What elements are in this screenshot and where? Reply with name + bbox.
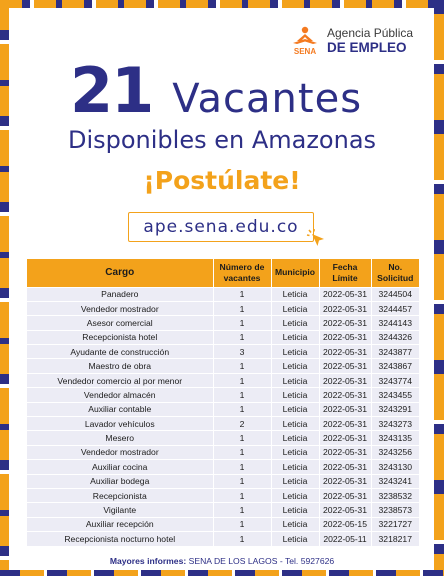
table-row — [27, 373, 419, 387]
cell-fecha: 2022-05-15 — [319, 517, 371, 531]
cell-cargo: Lavador vehículos — [27, 417, 213, 431]
logo-line-1: Agencia Pública — [327, 26, 414, 41]
cell-cargo: Auxiliar cocina — [27, 460, 213, 474]
cell-municipio: Leticia — [271, 431, 319, 445]
cell-vacantes: 1 — [213, 517, 271, 531]
cell-cargo: Mesero — [27, 431, 213, 445]
cell-fecha: 2022-05-31 — [319, 359, 371, 373]
cell-cargo: Ayudante de construcción — [27, 345, 213, 359]
subtitle: Disponibles en Amazonas — [67, 126, 377, 154]
table-row — [27, 431, 419, 445]
cell-solicitud: 3243273 — [371, 417, 419, 431]
table-row — [27, 301, 419, 315]
cell-solicitud: 3243867 — [371, 359, 419, 373]
cell-municipio: Leticia — [271, 373, 319, 387]
cell-solicitud: 3244326 — [371, 330, 419, 344]
vacancy-count: 21 — [70, 54, 153, 127]
cell-vacantes: 1 — [213, 330, 271, 344]
cell-vacantes: 1 — [213, 287, 271, 301]
table-row — [27, 359, 419, 373]
cell-vacantes: 1 — [213, 373, 271, 387]
cell-vacantes: 1 — [213, 431, 271, 445]
website-link[interactable] — [128, 212, 314, 242]
sena-logo-icon — [287, 26, 323, 56]
cell-solicitud: 3243135 — [371, 431, 419, 445]
cell-vacantes: 1 — [213, 503, 271, 517]
table-row — [27, 488, 419, 502]
cell-cargo: Vendedor mostrador — [27, 445, 213, 459]
footer-contact: SENA DE LOS LAGOS - Tel. 5927626 — [188, 556, 335, 566]
cell-cargo: Vendedor mostrador — [27, 301, 213, 315]
cell-municipio: Leticia — [271, 417, 319, 431]
header-cargo: Cargo — [27, 259, 213, 287]
cell-municipio: Leticia — [271, 345, 319, 359]
table-row — [27, 330, 419, 344]
headline — [70, 54, 362, 127]
table-row — [27, 474, 419, 488]
table-row — [27, 517, 419, 531]
cell-municipio: Leticia — [271, 388, 319, 402]
agency-logo — [287, 26, 413, 56]
cell-solicitud: 3238573 — [371, 503, 419, 517]
cell-municipio: Leticia — [271, 301, 319, 315]
cell-municipio: Leticia — [271, 330, 319, 344]
cell-solicitud: 3238532 — [371, 488, 419, 502]
cell-cargo: Recepcionista nocturno hotel — [27, 532, 213, 546]
table-row — [27, 388, 419, 402]
cell-cargo: Panadero — [27, 287, 213, 301]
call-to-action: ¡Postúlate! — [143, 166, 301, 195]
cell-vacantes: 1 — [213, 388, 271, 402]
cell-solicitud: 3243291 — [371, 402, 419, 416]
cell-fecha: 2022-05-31 — [319, 388, 371, 402]
table-row — [27, 503, 419, 517]
website-url[interactable]: ape.sena.edu.co — [143, 217, 299, 237]
cell-municipio: Leticia — [271, 316, 319, 330]
cell-municipio: Leticia — [271, 488, 319, 502]
cell-vacantes: 1 — [213, 474, 271, 488]
cell-municipio: Leticia — [271, 287, 319, 301]
cell-solicitud: 3244143 — [371, 316, 419, 330]
cell-fecha: 2022-05-31 — [319, 301, 371, 315]
table-header-row — [27, 259, 419, 287]
cell-cargo: Vendedor almacén — [27, 388, 213, 402]
cell-solicitud: 3243241 — [371, 474, 419, 488]
cell-solicitud: 3243877 — [371, 345, 419, 359]
header-fecha: Fecha Límite — [319, 259, 371, 287]
cell-fecha: 2022-05-31 — [319, 316, 371, 330]
cell-solicitud: 3221727 — [371, 517, 419, 531]
header-municipio: Municipio — [271, 259, 319, 287]
cell-fecha: 2022-05-31 — [319, 431, 371, 445]
table-row — [27, 287, 419, 301]
cell-fecha: 2022-05-31 — [319, 373, 371, 387]
cell-municipio: Leticia — [271, 517, 319, 531]
vacancies-table — [27, 259, 419, 546]
cell-vacantes: 1 — [213, 359, 271, 373]
cell-cargo: Vigilante — [27, 503, 213, 517]
cell-cargo: Auxiliar bodega — [27, 474, 213, 488]
cell-vacantes: 1 — [213, 532, 271, 546]
cell-cargo: Vendedor comercio al por menor — [27, 373, 213, 387]
cell-vacantes: 3 — [213, 345, 271, 359]
header-vacantes: Número de vacantes — [213, 259, 271, 287]
cell-fecha: 2022-05-31 — [319, 503, 371, 517]
cell-vacantes: 1 — [213, 460, 271, 474]
table-row — [27, 345, 419, 359]
cell-cargo: Maestro de obra — [27, 359, 213, 373]
cell-cargo: Recepcionista hotel — [27, 330, 213, 344]
cell-solicitud: 3244457 — [371, 301, 419, 315]
cell-solicitud: 3243256 — [371, 445, 419, 459]
table-row — [27, 316, 419, 330]
cell-cargo: Asesor comercial — [27, 316, 213, 330]
cell-fecha: 2022-05-31 — [319, 345, 371, 359]
cell-fecha: 2022-05-31 — [319, 474, 371, 488]
cell-solicitud: 3244504 — [371, 287, 419, 301]
header-solicitud: No. Solicitud — [371, 259, 419, 287]
cell-fecha: 2022-05-31 — [319, 488, 371, 502]
cell-cargo: Auxiliar recepción — [27, 517, 213, 531]
cell-fecha: 2022-05-31 — [319, 287, 371, 301]
table-row — [27, 445, 419, 459]
cell-vacantes: 2 — [213, 417, 271, 431]
table-row — [27, 532, 419, 546]
cell-cargo: Recepcionista — [27, 488, 213, 502]
cell-fecha: 2022-05-31 — [319, 417, 371, 431]
cell-municipio: Leticia — [271, 402, 319, 416]
cell-vacantes: 1 — [213, 445, 271, 459]
cell-municipio: Leticia — [271, 445, 319, 459]
cell-solicitud: 3243130 — [371, 460, 419, 474]
decorative-stripe-bottom — [0, 570, 444, 576]
vacancy-word: Vacantes — [172, 76, 363, 122]
cell-cargo: Auxiliar contable — [27, 402, 213, 416]
cell-vacantes: 1 — [213, 301, 271, 315]
cell-vacantes: 1 — [213, 316, 271, 330]
decorative-stripe-right — [434, 0, 444, 576]
cell-municipio: Leticia — [271, 474, 319, 488]
cell-municipio: Leticia — [271, 460, 319, 474]
cell-solicitud: 3243455 — [371, 388, 419, 402]
cell-municipio: Leticia — [271, 503, 319, 517]
cell-vacantes: 1 — [213, 488, 271, 502]
logo-line-2: DE EMPLEO — [327, 40, 407, 56]
cell-municipio: Leticia — [271, 359, 319, 373]
cursor-click-icon — [306, 228, 328, 250]
cell-fecha: 2022-05-11 — [319, 532, 371, 546]
table-row — [27, 417, 419, 431]
footer — [0, 556, 444, 566]
table-row — [27, 460, 419, 474]
cell-fecha: 2022-05-31 — [319, 460, 371, 474]
cell-fecha: 2022-05-31 — [319, 330, 371, 344]
cell-fecha: 2022-05-31 — [319, 445, 371, 459]
decorative-stripe-left — [0, 0, 9, 576]
cell-municipio: Leticia — [271, 532, 319, 546]
cell-fecha: 2022-05-31 — [319, 402, 371, 416]
sena-mark-text: SENA — [293, 47, 317, 56]
table-body — [27, 287, 419, 546]
cell-vacantes: 1 — [213, 402, 271, 416]
cell-solicitud: 3243774 — [371, 373, 419, 387]
table-row — [27, 402, 419, 416]
footer-label: Mayores informes: — [109, 556, 187, 566]
cell-solicitud: 3218217 — [371, 532, 419, 546]
decorative-stripe-top — [0, 0, 444, 8]
